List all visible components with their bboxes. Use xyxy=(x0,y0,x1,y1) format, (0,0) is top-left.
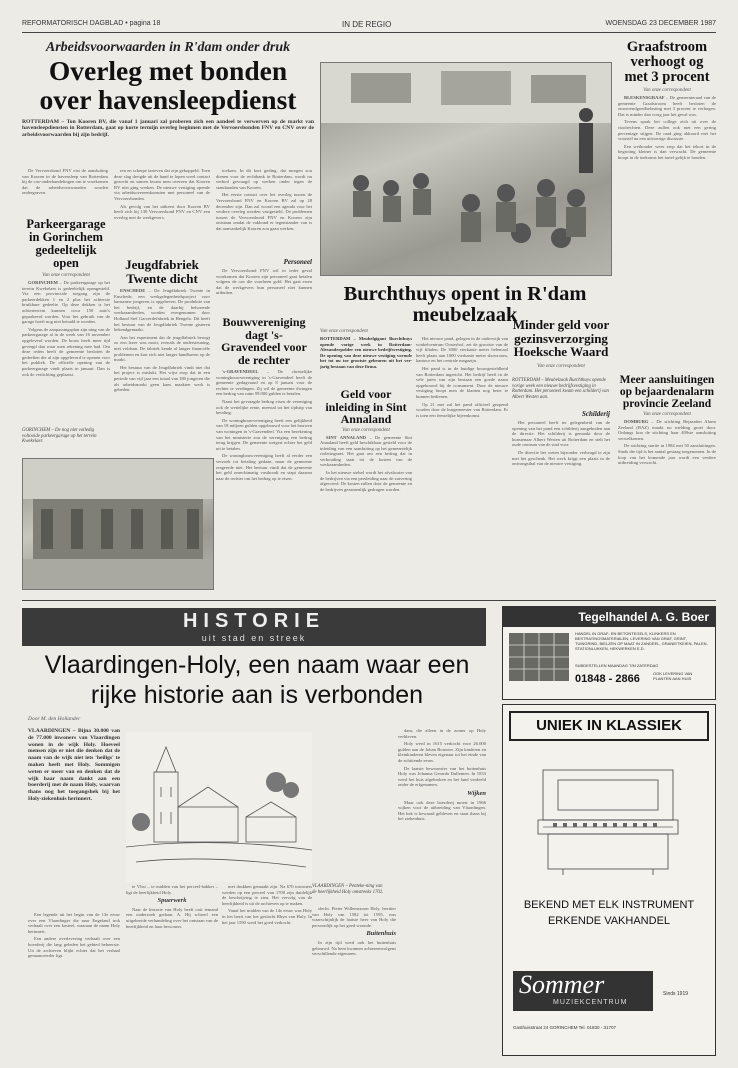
personeel-body: De Vervoersbond FNV wil in ieder geval voorkomen dat Kooren zijn personeel gaat betalen volgens de cao die voorheen gold. Het gaat erom dat de werkgevers hun personeel niet kunnen uitbuiten. xyxy=(216,268,312,296)
minder-geld-byline-wrap xyxy=(512,364,610,369)
header-section: IN DE REGIO xyxy=(342,20,392,29)
geld-body: SINT ANNALAND – De gemeente Sint Annaland heeft geld beschikbaar gesteld voor de inleiding van een aansluiting op het gemeentelijk rioleringsnet. Het gaat om een bedrag dat in verhouding staat tot de kosten van de werkzaamheden. In het nieuwe stelsel wordt het afvalwater van de bedrijven via een persleiding naar de zuivering afgevoerd. De kosten zullen door de gemeente en de bedrijven gezamenlijk gedragen worden. xyxy=(320,434,412,492)
meer-aansluitingen-byline: Van onze correspondent xyxy=(643,412,691,417)
historie-body-col1: Een legende uit het begin van de 13e eeuw over een Vlaardinger die naar Engeland trok verhaalt over een kasteel, waaraan de naam Holy herinnert. Een andere overlevering verhaalt over een boerderij die lang geleden het gebied beheerste. Uit de archieven blijkt echter dat het verhaal genuanceerder ligt. xyxy=(28,912,120,959)
sommer-brand: Sommer xyxy=(519,970,605,999)
minder-geld-article xyxy=(512,318,716,359)
meer-aansluitingen-body: DOMBURG – De stichting Bejaarden Alarm Zeeland (BAZ) maakt nu melding groei door. Onlangs kon de stichting haar 400ste aansluiting verwelkomen. De stichting startte in 1984 met 50 aansluitingen. Sinds die tijd is het aantal gestaag toegenomen. In de loop van het komende jaar wordt een verdere uitbreiding verwacht. xyxy=(618,419,716,466)
subhead-spuerwerk: Spuerwerk xyxy=(157,897,187,905)
historie-headline: Vlaardingen-Holy, een naam waar een rijke historie aan is verbonden xyxy=(44,651,470,709)
historie-sketch xyxy=(126,732,312,882)
graafstroom-headline: Graafstroom verhoogt og met 3 procent xyxy=(624,39,710,85)
historie-body-col4: slecht. Pieter Willemszoon Holy, bezitter van Holy van 1582 tot 1595, was waarschijnlijk de laatste heer van Holy die persoonlijk op het goed woonde. Buitenhuis In zijn tijd werd ook het buitenhuis gebouwd. Na hem kwamen achtereenvolgens verschillende eigenaren. xyxy=(312,906,396,957)
top-headline: Overleg met bonden over havensleepdienst xyxy=(39,55,297,115)
parkeergarage-photo xyxy=(22,458,214,590)
subhead-buitenhuis: Buitenhuis xyxy=(366,930,396,938)
top-body-col3: toekom. In dit kort geding, dat morgen zou dienen voor de rechtbank in Rotterdam, wordt nu verbod gevraagd op werken onder tegen de standaarden van Kooren. Het eerste contact over het overleg tussen de Vervoersbond FNV en Kooren BV zal op 28 december zijn. Dan zal vooral een agenda voor het verdere overleg worden vastgesteld. De problemen tussen de Vervoersbond FNV en Kooren zijn ontstaan omdat de vakbond er tegenstander van is dat aanvankelijk Kooren zou gaan werken. xyxy=(216,168,312,231)
graafstroom-body: BLESKENSGRAAF – De gemeenteraad van de gemeente Graafstroom heeft besloten de onroerendgoedbelasting met 3 procent te verhogen. Dat is minder dan vorig jaar het geval was. Tevens sprak het college zich uit over de rioolrechten. Deze zullen ook met een gering percentage stijgen. De raad ging akkoord met het voorstel na een uitvoerige discussie. Een wethouder wees erop dat het tekort in de begroting kleiner is dan verwacht. De gemeente hoopt in de toekomst het tarief gelijk te houden. xyxy=(618,95,716,160)
burchthuys-headline: Burchthuys opent in R'dam meubelzaak xyxy=(343,283,587,326)
burchthuys-caption: ROTTERDAM – Meubelzaak Burchthuys opende vorige week een nieuwe bedrijfsvestiging in Rotterdam. Het personeel kwam een schilderij van Albert Westen aan. xyxy=(512,378,609,400)
jeugdfabriek-headline: Jeugdfabriek Twente dicht xyxy=(125,257,199,286)
top-body-col1: De Vervoersbond FNV eist de aansluiting van Kooren in de havensleep van Rotterdam bij de cao-onderhandelingen om te voorkomen dat de arbeidsvoorwaarden worden ondergraven. xyxy=(22,168,108,196)
bouwvereniging-headline: Bouwvereniging dagt 's-Gravendeel voor de rechter xyxy=(221,315,307,367)
historie-caption: VLAARDINGEN – Penteke-ning van de heerlijkheid Holy omstreeks 1702. xyxy=(312,884,384,895)
historie-body-col3: met drukken gemaakt zijn. Na 670 inwoners werden op een perceel van 1700 zijn duidelijk de beschrijving te zien. Het vervolg van de heerlijkheid is uit de archieven op te maken. Vanaf het midden van de 14e eeuw was Holy in het bezit van het geslacht Rhyn van Holy. In het jaar 1590 werd het goed verkocht. xyxy=(222,884,312,925)
sommer-line2: ERKENDE VAKHANDEL xyxy=(547,915,671,927)
parkeergarage-body: GORINCHEM – De parkeergarage op het terrein Kwekelaer is gedeeltelijk opengesteld. Via een provinciale toegang zijn de parkeerdekken 1 en 2 plus het achterste bruikbare gedeelte. Op deze dekken is het achterterrein kunnen circa 150 auto's geparkeerd worden. Voor het gebruik van de garage hoeft nog niet betaald te worden. Volgens de aanpassingsplan zijn ning van de parkeergarage al in de week van 16 november opgeleverd worden. De bouw heeft meer tijd gevergd dan waar men rekening mee had. Om deze reden heeft de gemeente besloten de gedeelten die al zijn opgeleverd te openen voor het publiek. De officiële opening van de parkeergarage vindt plaats in januari. Dan is ook de verlichting geplaatst. xyxy=(22,280,110,377)
burchthuys-body: Het nieuwe pand, gelegen in de ouderwijk van winkelcentrum Oosterhof, zet de grootste van de vijf filialen. De 3000 vierkante meter helemaal heeft plaats aan 1000 vierkante meter showroom, kantoor en het centrale magazijn. Het pand is in de huidige bouwgesteldheid van Rotterdam ingericht. Het bedrijf heeft in de vele jaren van zijn bestaan een goede naam opgebouwd bij de consument. Door de nieuwe vestiging hoopt men de klanten nog beter te kunnen bedienen. Op 21 mei zal het pand officieel geopend worden door de burgemeester van Rotterdam. Er is toen een feestelijke bijeenkomst. xyxy=(416,336,508,418)
historie-body-col2: te Vlist – te midden van het perceel-bakker – ligt de heerlijkheid Holy. Spuerwerk Naar de historie van Holy heeft ooit iemand een onderzoek gedaan. A. Hij schreef een uitgebreide verhandeling over het ontstaan van de heerlijkheid en haar bewoners. xyxy=(126,884,218,929)
tegelhandel-ad xyxy=(502,606,716,700)
church-sketch xyxy=(126,732,312,882)
personeel-article xyxy=(216,258,312,322)
schilderij-body: Het personeel heeft ter gelegenheid van de opening van het pand een schilderij aangeboden aan de directie. Het schilderij is gemaakt door de kunstenaar Albert Westen uit Rotterdam en stelt het oude centrum van de stad voor. De directie liet weten bijzonder verheugd te zijn met het geschenk. Het werk krijgt een plaats in de ontvangsthal van de nieuwe vestiging. xyxy=(512,420,610,467)
tegelhandel-name: Tegelhandel A. G. Boer xyxy=(503,607,715,627)
top-kicker: Arbeidsvoorwaarden in R'dam onder druk xyxy=(45,40,291,55)
header-left: REFORMATORISCH DAGBLAD • pagina 18 xyxy=(22,20,161,27)
schilderij-section xyxy=(512,410,610,580)
jeugdfabriek-article xyxy=(114,258,210,460)
sommer-brand-sub: MUZIEKCENTRUM xyxy=(553,999,628,1006)
parkeergarage-article xyxy=(22,218,110,445)
bouwvereniging-article xyxy=(216,316,312,621)
minder-geld-byline: Van onze correspondent xyxy=(537,364,585,369)
tile-pattern-icon xyxy=(509,633,569,681)
tegelhandel-phone: 01848 - 2866 xyxy=(575,673,640,685)
historie-banner xyxy=(22,608,486,646)
schilderij-subhead: Schilderij xyxy=(581,410,610,418)
historie-lead: VLAARDINGEN – Bijna 30.000 van de 77.000 inwoners van Vlaardingen wonen in de wijk Holy. Hoeveel mensen zijn er niet die denken dat de naam van de wijk niet iets 'heiligs' te maken heeft met Holy. Sommigen weten er meer van en denken dat de wijk haar naam dankt aan een boerderij met de naam Holy, waarvan thans nog het toegangshek bij het Holy-ziekenhuis herinnert. xyxy=(28,728,120,802)
burchthuys-photo xyxy=(320,62,612,276)
organ-illustration xyxy=(533,765,683,875)
minder-geld-headline: Minder geld voor gezinsverzorging Hoeksche Waard xyxy=(512,317,610,359)
historie-article xyxy=(28,650,486,722)
bouwvereniging-body: 's-GRAVENDEEL – De christelijke woningbouwvereniging in 's-Gravendeel heeft de gemeente gedagvaard en op 8 januari voor de rechter te verdingen. Zij wil de gemeente dwingen een bedrag van ruim 99.000 gulden te betalen. Naast het gevraagde bedrag eisen de vereniging ook de wettelijke rente, meestal tot het tijdstip van betaling. De woningbouwvereniging heeft een gelijkheid van 18 miljoen gulden opgebouwd voor het bouwen van woningen in 's-Gravendeel. Via een berekening van het ministerie zou de vereniging een bedrag terug krijgen. De gemeente weigert echter het geld uit te betalen. De woningbouwvereniging heeft al eerder een verzoek tot betaling gedaan, maar de gemeente reageerde niet. Het bestuur vindt dat de gemeente het geld onrechtmatig vasthoudt en stapt daarom naar de rechter om het bedrag op te eisen. xyxy=(216,369,312,481)
store-interior-illustration xyxy=(321,63,611,275)
parkeergarage-headline: Parkeergarage in Gorinchem gedeeltelijk open xyxy=(26,217,106,270)
geld-headline: Geld voor inleiding in Sint Annaland xyxy=(325,387,407,426)
page-header xyxy=(22,14,716,33)
schilderij-article xyxy=(512,378,610,400)
sommer-line1: BEKEND MET ELK INSTRUMENT xyxy=(523,899,695,911)
organ-icon xyxy=(533,765,683,875)
historie-banner-title: HISTORIE xyxy=(182,610,326,632)
top-lead: ROTTERDAM – Ton Kooren BV, die vanaf 1 januari zal proberen zich een aandeel te verwerven op de markt van havensleepdiensten in Rotterdam, gaat op korte termijn overleg beginnen met de Vervoersbonden FNV en CNV over de arbeidsvoorwaarden bij zijn bedrijf. xyxy=(22,118,314,138)
section-divider xyxy=(22,600,716,601)
jeugdfabriek-body: ENSCHEDE – De Jeugdfabriek Twente in Enschede, een werkgelegenheidsproject voor kansarme jongeren, is opgeheven. De produktie van het bedrijf, en de daarbij behorende werkzaamheden, worden overgenomen door Holland Stef Garverdefabriek in Hengelo. Dit heeft het bestuur van de Jeugdfabriek Twente gisteren bekendgemaakt. Aan het experiment dat de jeugdfabriek beoogt zo een lezer was nooit, evenals de ondersteuning, niet voldaan. De fabriek kende al langer financiële problemen en kon zich niet langer handhaven op de markt. Het bestuur van de Jeugdfabriek vindt niet dat het project is mislukt. Het wijst erop dat in een periode van vijf jaar een totaal van 180 jongeren die als arbeidsmarkt geen kans maakten werk is gebeden. xyxy=(114,288,210,393)
personeel-subhead: Personeel xyxy=(283,258,312,266)
parkeergarage-caption: GORINCHEM – De nog niet volledig voltooide parkeergarage op het terrein Kwekelaer. xyxy=(22,428,97,445)
sommer-logo xyxy=(513,971,653,1011)
sommer-address: Gasthuisstraat 24 GORINCHEM Tel. 01830 - 31707 xyxy=(513,1025,616,1030)
top-story xyxy=(22,40,314,157)
tegelhandel-contact: SUBDESTELLEN MAANDAG T/M ZATERDAG xyxy=(575,663,659,668)
geld-article xyxy=(320,388,412,595)
sommer-since: Sinds 1919 xyxy=(663,991,689,997)
tegelhandel-extra: OOK LEVERING VAN PLANTEN AAN HUIS xyxy=(653,671,693,681)
top-body-col2: ren en scherpe tarieven dat zijn gekoppeld. Toen deze slag dreigde uit de hand te lopen werd contact gezocht en samen kwam men overeen dat Kooren BV niet ging werken. De nieuwe vestiging opende via arbeidsovereenkomsten met personeel van de Vervoersbonden. Als gevolg van het uitkeert door Kooren BV heeft zich bij 130 Vervoersbond FNV en CNV een overleg met de werkgevers. xyxy=(114,168,210,220)
historie-body-col5: dam, die alleen in de zomer op Holy verbleven. Holy werd in 1615 verkocht voor 26.000 gulden aan de Johan Bouwier. Zijn kinderen en kleinkinderen bleven eigenaar tot het einde van de achttiende eeuw. De laatste bewoonster van het buitenhuis Holy was Johanna Gerarda Dullemen. In 1833 werd het huis afgebroken en het land verdeeld onder de erfgenamen. Wijken Maar ook deze boerderij moest in 1966 wijken voor de uitbreiding van Vlaardingen. Het hek is bewaard gebleven en staat thans bij het ziekenhuis. xyxy=(398,728,486,822)
tile-grid xyxy=(509,633,569,681)
subhead-wijken: Wijken xyxy=(467,789,486,797)
sommer-top: UNIEK IN KLASSIEK xyxy=(509,711,709,741)
parking-garage-illustration xyxy=(23,459,213,589)
burchthuys-lead: ROTTERDAM – Meubelgigant Burchthuys opende vorige week in Rotterdam-Alexanderpolder een nieuwe bedrijfsvestiging. De opening van deze nieuwe vestiging vormde het tot nu toe grootste gebeuren uit het ver-jarig bestaan van deze firma. xyxy=(320,336,412,369)
geld-byline: Van onze correspondent xyxy=(342,427,390,433)
tegelhandel-body: HANDEL IN GRAF- EN BETONTEGELS, KLINKERS EN BESTRATINGSMATERIALEN, LEVERING VAN GRAF, GRINT, TUINGRIND, BIELZEN OP MAAT IN ZANDEEL, GRANIETKEIEN, PALEN, STATIONLUKKEN, HEKWERKEN E.D. xyxy=(575,631,708,651)
meer-aansluitingen-article xyxy=(618,374,716,569)
historie-byline: Door M. den Hollander xyxy=(28,716,81,722)
header-date: WOENSDAG 23 DECEMBER 1987 xyxy=(605,20,716,27)
graafstroom-article xyxy=(618,40,716,271)
historie-banner-sub: uit stad en streek xyxy=(201,633,307,643)
burchthuys-byline: Van onze correspondent xyxy=(320,329,368,334)
meer-aansluitingen-headline: Meer aansluitingen op bejaardenalarm provincie Zeeland xyxy=(619,374,715,410)
sommer-ad xyxy=(502,704,716,1056)
graafstroom-byline: Van onze correspondent xyxy=(643,88,691,93)
parkeergarage-byline: Van onze correspondent xyxy=(42,273,90,278)
